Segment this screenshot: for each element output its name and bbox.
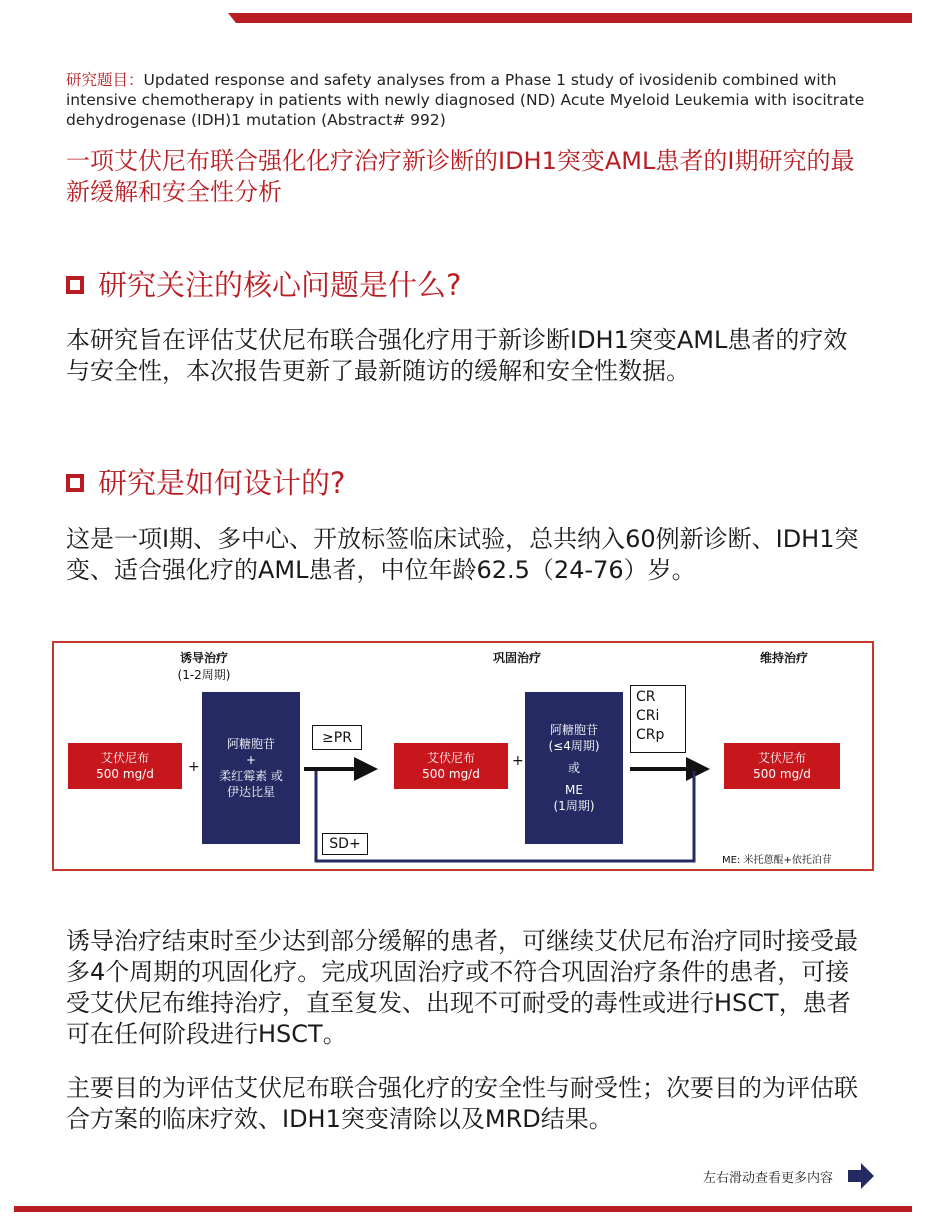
study-design-diagram <box>52 641 874 871</box>
bottom-accent-bar <box>14 1206 912 1212</box>
response-crp: CRp <box>636 727 665 743</box>
objectives-paragraph: 主要目的为评估艾伏尼布联合强化疗的安全性与耐受性；次要目的为评估联合方案的临床疗效、IDH1突变清除以及MRD结果。 <box>66 1074 858 1133</box>
study-title-cn: 一项艾伏尼布联合强化化疗治疗新诊断的IDH1突变AML患者的I期研究的最新缓解和安全性分析 <box>66 147 855 206</box>
drug-name: 艾伏尼布 <box>757 751 806 765</box>
me-abbreviation-note: ME: 米托蒽醌+依托泊苷 <box>722 855 832 866</box>
section-body-core-question: 本研究旨在评估艾伏尼布联合强化疗用于新诊断IDH1突变AML患者的疗效与安全性，本次报告更新了最新随访的缓解和安全性数据。 <box>66 326 848 385</box>
consolidation-chemo-box <box>525 692 623 844</box>
drug-dose: 500 mg/d <box>422 767 480 781</box>
drug-dose: 500 mg/d <box>753 767 811 781</box>
chemo-line: (1周期) <box>553 799 595 813</box>
study-title-label: 研究题目： <box>66 71 144 89</box>
square-bullet-icon <box>66 276 84 294</box>
chemo-line: ME <box>565 783 583 797</box>
ivosidenib-consolidation-box <box>394 743 508 789</box>
chemo-line: + <box>245 753 257 767</box>
chemo-line: 阿糖胞苷 <box>549 723 598 737</box>
phase-label-induction: 诱导治疗 <box>179 651 228 665</box>
square-bullet-icon <box>66 474 84 492</box>
phase-label-maintenance: 维持治疗 <box>759 651 808 665</box>
section-heading-design <box>66 466 345 500</box>
ivosidenib-induction-box <box>68 743 182 789</box>
section-heading-text: 研究关注的核心问题是什么? <box>98 268 462 302</box>
drug-name: 艾伏尼布 <box>426 751 475 765</box>
ivosidenib-maintenance-box <box>724 743 840 789</box>
chemo-line: 柔红霉素 或 <box>219 769 283 783</box>
phase-label-induction-sub: (1-2周期) <box>177 668 231 682</box>
study-title-en-block <box>66 70 876 130</box>
response-sd-box: SD+ <box>322 833 368 855</box>
response-cri: CRi <box>636 708 660 724</box>
phase-label-consolidation: 巩固治疗 <box>492 651 541 665</box>
design-detail-paragraph: 诱导治疗结束时至少达到部分缓解的患者，可继续艾伏尼布治疗同时接受最多4个周期的巩固化疗。完成巩固治疗或不符合巩固治疗条件的患者，可接受艾伏尼布维持治疗，直至复发、出现不可耐受的毒性或进行HSCT，患者可在任何阶段进行HSCT。 <box>66 927 858 1048</box>
section-heading-core-question <box>66 268 461 302</box>
top-accent-bar <box>228 13 912 23</box>
study-title-en: Updated response and safety analyses from a Phase 1 study of ivosidenib combined with intensive chemotherapy in patients with newly diagnosed (ND) Acute Myeloid Leukemia with isocitrate dehydrogenase (IDH)1 mutation (Abstract# 992) <box>66 71 865 129</box>
chemo-line: (≤4周期) <box>548 739 600 753</box>
plus-sign-consolidation: + <box>512 753 524 769</box>
swipe-hint: 左右滑动查看更多内容 <box>703 1171 834 1186</box>
drug-dose: 500 mg/d <box>96 767 154 781</box>
plus-sign-induction: + <box>188 759 200 775</box>
chemo-line: 阿糖胞苷 <box>226 737 275 751</box>
chemo-line: 伊达比星 <box>226 785 275 799</box>
section-body-design: 这是一项I期、多中心、开放标签临床试验，总共纳入60例新诊断、IDH1突变、适合强化疗的AML患者，中位年龄62.5（24-76）岁。 <box>66 525 859 584</box>
response-cr-box <box>630 685 686 753</box>
arrow-right-icon[interactable] <box>848 1163 874 1189</box>
response-pr-box: ≥PR <box>312 725 362 750</box>
section-heading-text: 研究是如何设计的? <box>98 466 346 500</box>
response-cr: CR <box>636 689 656 705</box>
induction-chemo-box <box>202 692 300 844</box>
chemo-line: 或 <box>567 761 580 775</box>
drug-name: 艾伏尼布 <box>100 751 149 765</box>
